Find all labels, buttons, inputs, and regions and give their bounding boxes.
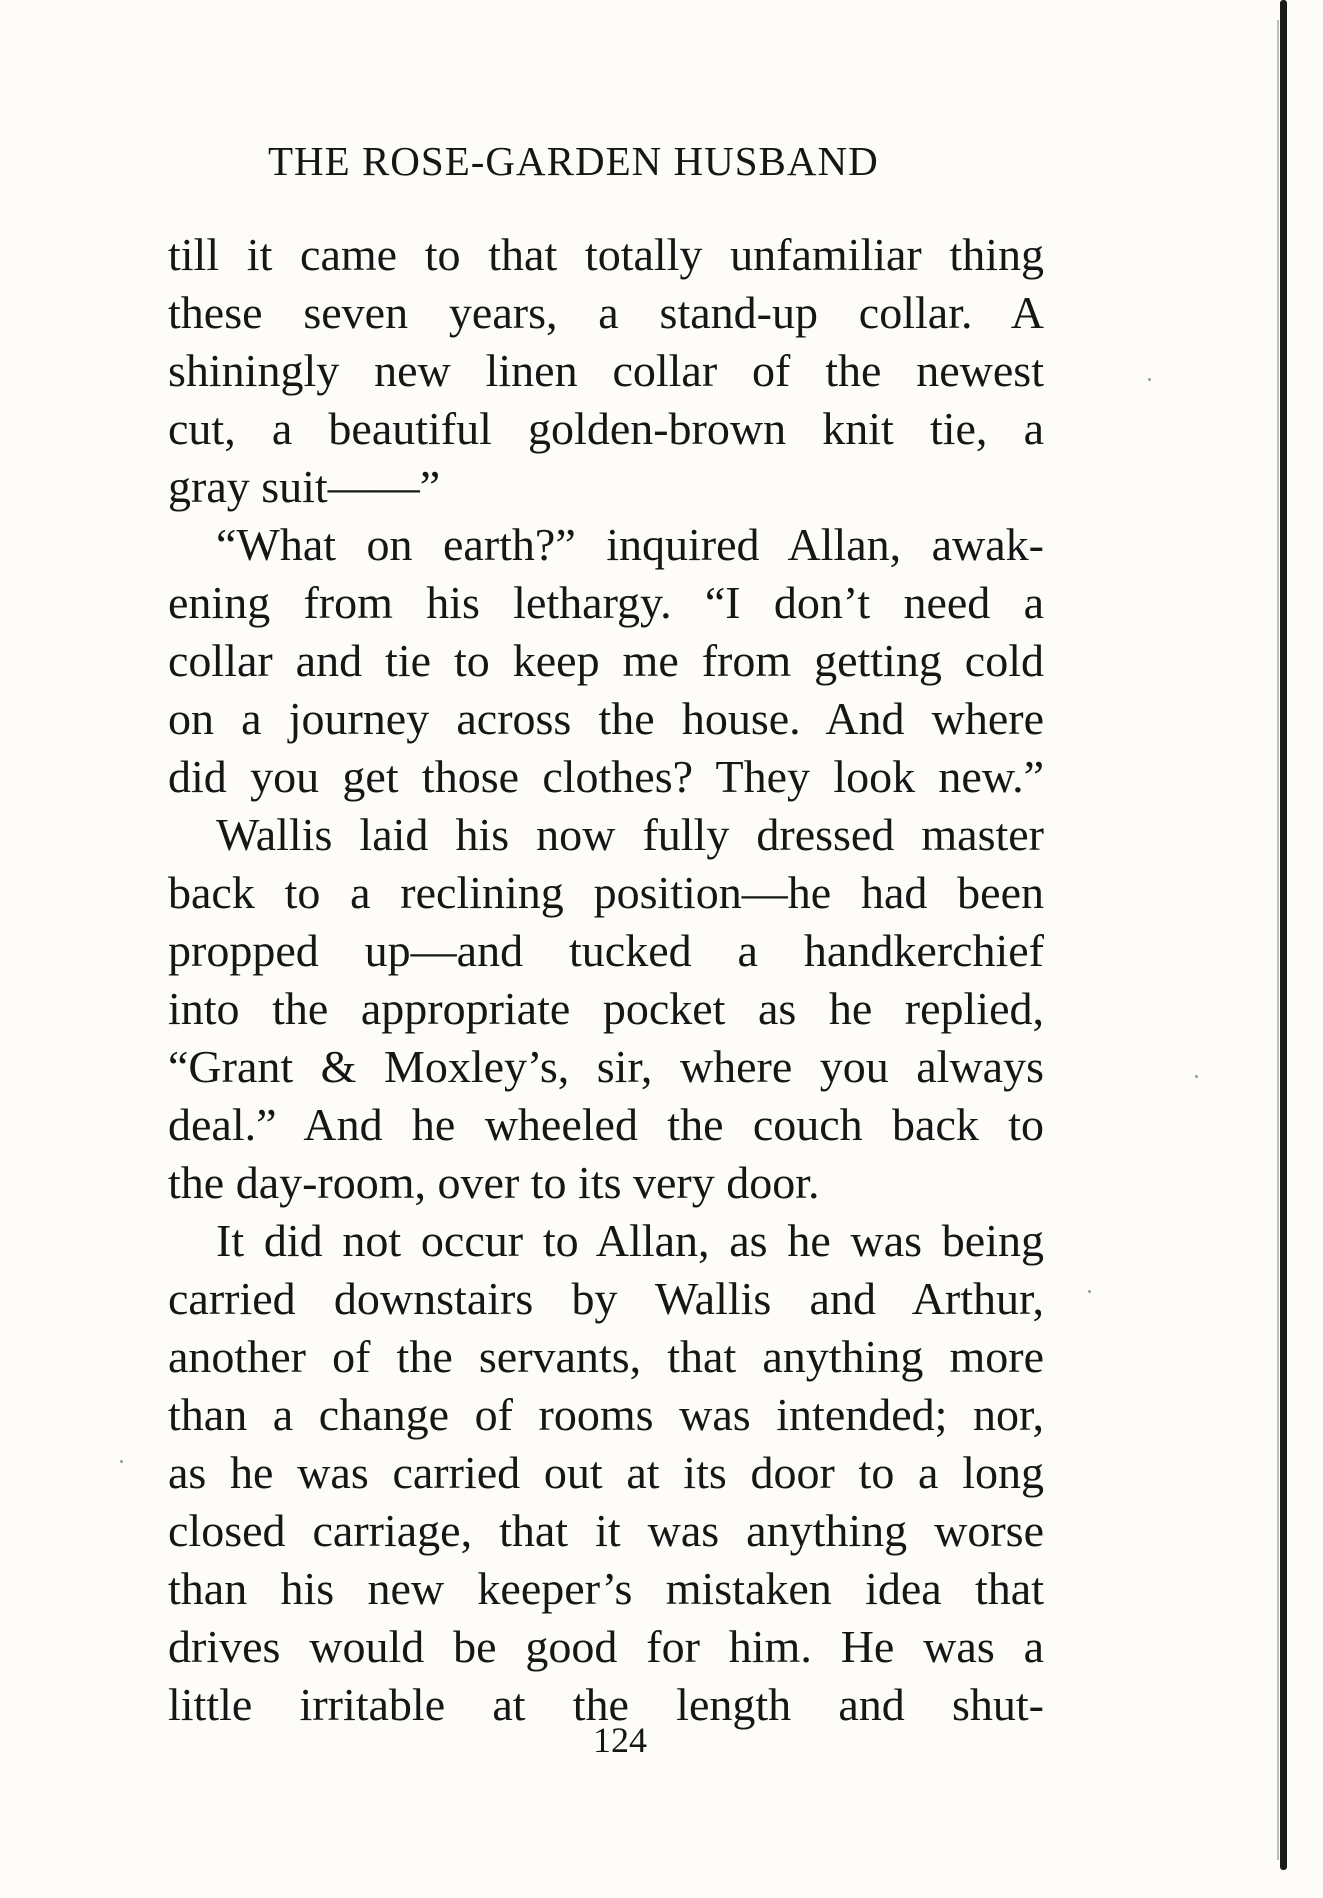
text-line: closed carriage, that it was anything worse <box>168 1505 1044 1556</box>
text-line: shiningly new linen collar of the newest <box>168 345 1044 396</box>
paper-speck <box>1195 1075 1198 1078</box>
text-line: into the appropriate pocket as he replied, <box>168 983 1044 1034</box>
text-line: propped up—and tucked a handkerchief <box>168 925 1044 976</box>
text-line: deal.” And he wheeled the couch back to <box>168 1099 1044 1150</box>
text-line: It did not occur to Allan, as he was being <box>216 1215 1044 1266</box>
text-line: did you get those clothes? They look new.” <box>168 751 1044 802</box>
paper-speck <box>120 1460 123 1463</box>
page-number: 124 <box>593 1720 647 1760</box>
paper-speck <box>1148 378 1151 381</box>
text-line: drives would be good for him. He was a <box>168 1621 1044 1672</box>
running-head: THE ROSE-GARDEN HUSBAND <box>268 138 879 184</box>
text-line: ening from his lethargy. “I don’t need a <box>168 577 1044 628</box>
text-line: gray suit——” <box>168 461 441 512</box>
text-line: the day-room, over to its very door. <box>168 1157 820 1208</box>
text-line: cut, a beautiful golden-brown knit tie, a <box>168 403 1044 454</box>
text-line: back to a reclining position—he had been <box>168 867 1044 918</box>
paper-speck <box>1088 1290 1091 1293</box>
text-line: another of the servants, that anything more <box>168 1331 1044 1382</box>
text-line: than a change of rooms was intended; nor, <box>168 1389 1044 1440</box>
text-line: these seven years, a stand-up collar. A <box>168 287 1044 338</box>
binding-edge <box>1280 0 1287 1870</box>
text-line: “What on earth?” inquired Allan, awak- <box>216 519 1044 570</box>
text-line: on a journey across the house. And where <box>168 693 1044 744</box>
binding-shadow <box>1277 20 1279 1860</box>
text-line: than his new keeper’s mistaken idea that <box>168 1563 1044 1614</box>
text-line: little irritable at the length and shut- <box>168 1679 1044 1730</box>
text-line: “Grant & Moxley’s, sir, where you always <box>168 1041 1044 1092</box>
text-line: till it came to that totally unfamiliar thing <box>168 229 1044 280</box>
text-line: as he was carried out at its door to a long <box>168 1447 1044 1498</box>
text-line: Wallis laid his now fully dressed master <box>216 809 1044 860</box>
text-line: collar and tie to keep me from getting cold <box>168 635 1044 686</box>
text-line: carried downstairs by Wallis and Arthur, <box>168 1273 1044 1324</box>
